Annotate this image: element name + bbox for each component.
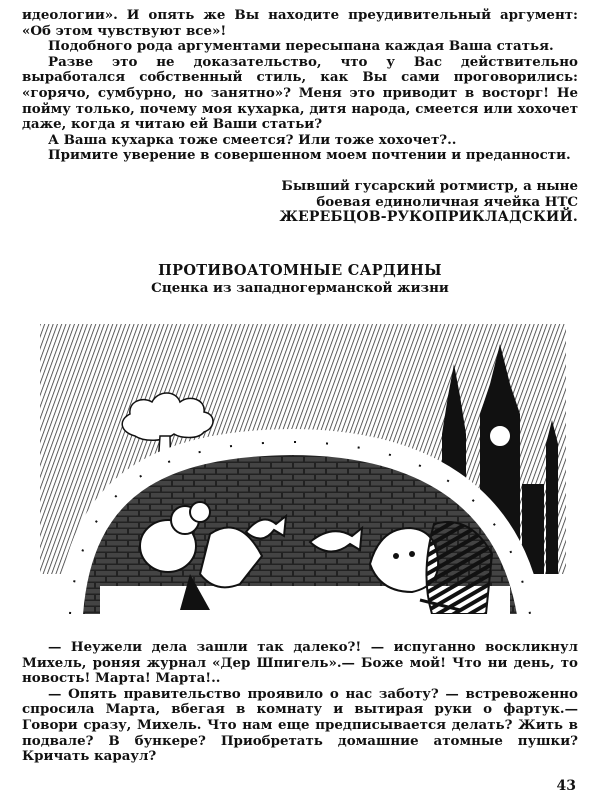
- signature-block: [22, 179, 578, 226]
- section-subtitle: Сценка из западногерманской жизни: [151, 280, 449, 296]
- signature-name: ЖЕРЕБЦОВ-РУКОПРИКЛАДСКИЙ.: [279, 209, 578, 226]
- story-paragraph: — Опять правительство проявило о нас заботу? — встревоженно спросила Марта, вбегая в комнату и вытирая руки о фартук.— Говори сразу, Михель. Что нам еще предписывается делать? Жить в подвале? В бункере? Приобретать домашние атомные пушки? Кричать караул?: [22, 685, 578, 765]
- letter-text: [22, 8, 578, 164]
- cartoon-illustration: [40, 324, 566, 614]
- letter-paragraph: Подобного рода аргументами пересыпана каждая Ваша статья.: [48, 38, 554, 55]
- section-title: ПРОТИВОАТОМНЫЕ САРДИНЫ: [158, 262, 442, 279]
- clock-face: [489, 425, 511, 447]
- story-paragraph: — Неужели дела зашли так далеко?! — испуганно воскликнул Михель, роняя журнал «Дер Шпигель».— Боже мой! Что ни день, то новость! Марта! Марта!..: [22, 639, 578, 687]
- letter-paragraph: Примите уверение в совершенном моем почтении и преданности.: [48, 147, 571, 164]
- letter-paragraph: Разве это не доказательство, что у Вас действительно выработался собственный стиль, как Вы сами проговорились: «горячо, сумбурно, но занятно»? Меня это приводит в восторг! Не пойму только, почему моя кухарка, дитя народа, смеется или хохочет даже, когда я читаю ей Ваши статьи?: [22, 53, 578, 133]
- section-heading: [0, 262, 600, 296]
- signature-line: Бывший гусарский ротмистр, а ныне: [281, 178, 578, 194]
- story-text: [22, 640, 578, 765]
- signature-line: боевая единоличная ячейка НТС: [316, 193, 578, 210]
- letter-paragraph: идеологии». И опять же Вы находите преудивительный аргумент: «Об этом чувствуют все»!: [22, 7, 578, 39]
- page-number: 43: [556, 778, 576, 794]
- letter-paragraph: А Ваша кухарка тоже смеется? Или тоже хохочет?..: [48, 131, 457, 148]
